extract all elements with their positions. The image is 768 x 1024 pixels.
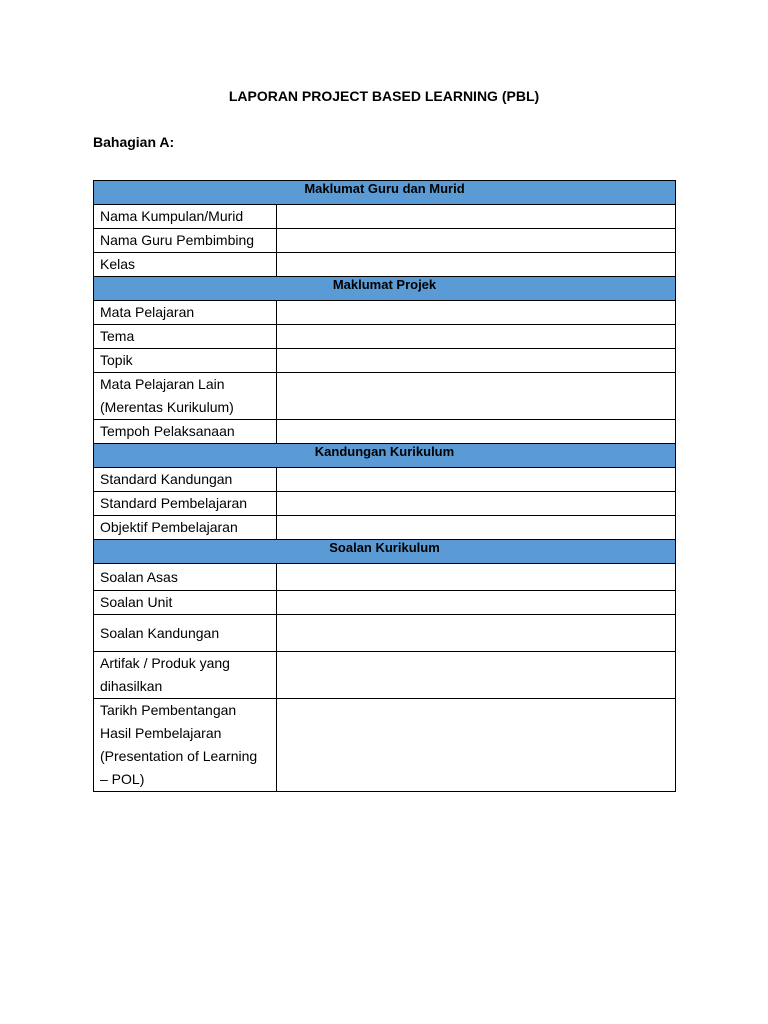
field-artifak[interactable] <box>277 652 676 699</box>
table-row <box>94 615 676 652</box>
table-row <box>94 492 676 516</box>
field-topik[interactable] <box>277 349 676 373</box>
field-soalan-asas[interactable] <box>277 564 676 591</box>
field-objektif[interactable] <box>277 516 676 540</box>
table-row <box>94 420 676 444</box>
row-label-tarikh-pembentangan: Tarikh Pembentangan Hasil Pembelajaran (Presentation of Learning – POL) <box>94 699 277 792</box>
field-mata-pelajaran-lain[interactable] <box>277 373 676 420</box>
section-header-guru-murid: Maklumat Guru dan Murid <box>94 181 676 205</box>
row-label-tempoh: Tempoh Pelaksanaan <box>94 420 277 444</box>
table-row <box>94 699 676 792</box>
row-label-standard-kandungan: Standard Kandungan <box>94 468 277 492</box>
table-row <box>94 373 676 420</box>
section-header-row <box>94 277 676 301</box>
document-title: LAPORAN PROJECT BASED LEARNING (PBL) <box>228 88 540 104</box>
row-label-nama-kumpulan: Nama Kumpulan/Murid <box>94 205 277 229</box>
row-label-soalan-unit: Soalan Unit <box>94 591 277 615</box>
field-tema[interactable] <box>277 325 676 349</box>
field-mata-pelajaran[interactable] <box>277 301 676 325</box>
table-row <box>94 301 676 325</box>
field-standard-kandungan[interactable] <box>277 468 676 492</box>
table-row <box>94 325 676 349</box>
row-label-tema: Tema <box>94 325 277 349</box>
row-label-topik: Topik <box>94 349 277 373</box>
section-header-projek: Maklumat Projek <box>94 277 676 301</box>
table-row <box>94 253 676 277</box>
field-kelas[interactable] <box>277 253 676 277</box>
section-header-row <box>94 444 676 468</box>
table-row <box>94 468 676 492</box>
row-label-mata-pelajaran: Mata Pelajaran <box>94 301 277 325</box>
section-header-row <box>94 181 676 205</box>
section-header-soalan: Soalan Kurikulum <box>94 540 676 564</box>
row-label-objektif: Objektif Pembelajaran <box>94 516 277 540</box>
table-row <box>94 229 676 253</box>
field-tempoh[interactable] <box>277 420 676 444</box>
table-row <box>94 516 676 540</box>
section-header-row <box>94 540 676 564</box>
row-label-standard-pembelajaran: Standard Pembelajaran <box>94 492 277 516</box>
section-header-kandungan: Kandungan Kurikulum <box>94 444 676 468</box>
field-soalan-unit[interactable] <box>277 591 676 615</box>
field-nama-kumpulan[interactable] <box>277 205 676 229</box>
row-label-artifak: Artifak / Produk yang dihasilkan <box>94 652 277 699</box>
table-row <box>94 564 676 591</box>
row-label-soalan-kandungan: Soalan Kandungan <box>94 615 277 652</box>
table-row <box>94 591 676 615</box>
row-label-mata-pelajaran-lain: Mata Pelajaran Lain (Merentas Kurikulum) <box>94 373 277 420</box>
row-label-soalan-asas: Soalan Asas <box>94 564 277 591</box>
table-row <box>94 652 676 699</box>
field-nama-guru[interactable] <box>277 229 676 253</box>
table-row <box>94 205 676 229</box>
field-tarikh-pembentangan[interactable] <box>277 699 676 792</box>
field-soalan-kandungan[interactable] <box>277 615 676 652</box>
field-standard-pembelajaran[interactable] <box>277 492 676 516</box>
row-label-kelas: Kelas <box>94 253 277 277</box>
section-label: Bahagian A: <box>93 134 175 150</box>
table-row <box>94 349 676 373</box>
row-label-nama-guru: Nama Guru Pembimbing <box>94 229 277 253</box>
pbl-report-table <box>93 180 676 792</box>
